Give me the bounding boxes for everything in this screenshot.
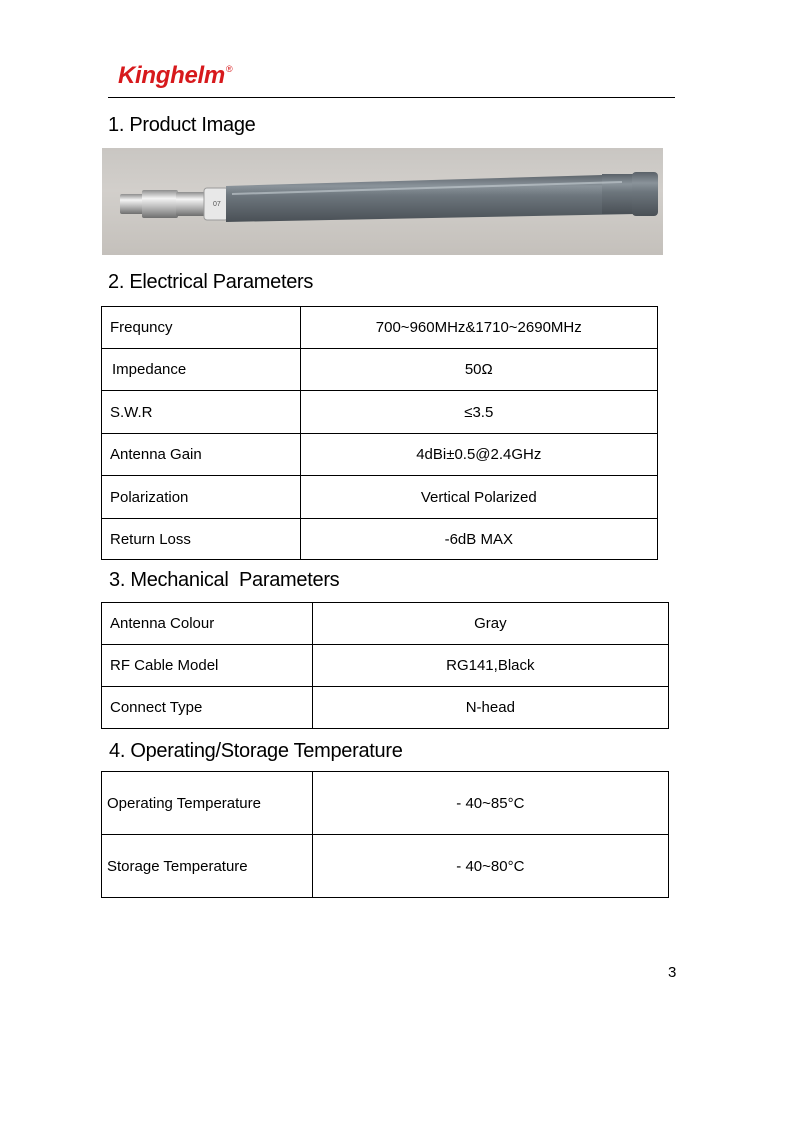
param-value: 4dBi±0.5@2.4GHz [300, 434, 657, 476]
table-row [102, 307, 658, 349]
param-value: 700~960MHz&1710~2690MHz [300, 307, 657, 349]
param-value: RG141,Black [312, 645, 668, 687]
param-label: S.W.R [102, 391, 301, 434]
table-row [102, 603, 669, 645]
param-label: RF Cable Model [102, 645, 313, 687]
section-title-product-image: 1. Product Image [108, 114, 256, 136]
param-value: - 40~80°C [312, 835, 668, 898]
table-row [102, 434, 658, 476]
page-number: 3 [668, 964, 677, 981]
registered-mark: ® [225, 64, 233, 74]
connector-mark: 07 [213, 201, 221, 208]
table-row [102, 687, 669, 729]
product-image [102, 148, 663, 255]
param-value: ≤3.5 [300, 391, 657, 434]
param-label: Antenna Gain [102, 434, 301, 476]
param-value: Vertical Polarized [300, 476, 657, 519]
antenna-drawing [120, 172, 658, 222]
table-row [102, 519, 658, 560]
param-value: Gray [312, 603, 668, 645]
table-row [102, 772, 669, 835]
brand-logo [118, 62, 231, 90]
brand-logo-text: Kinghelm [118, 62, 225, 89]
param-label: Connect Type [102, 687, 313, 729]
param-label: Frequncy [102, 307, 301, 349]
param-label: Return Loss [102, 519, 301, 560]
table-row [102, 349, 658, 391]
table-row [102, 476, 658, 519]
mechanical-parameters-table [101, 602, 669, 729]
param-label: Antenna Colour [102, 603, 313, 645]
param-value: - 40~85°C [312, 772, 668, 835]
temperature-table [101, 771, 669, 898]
param-label: Impedance [102, 349, 301, 391]
param-label: Operating Temperature [102, 772, 313, 835]
param-label: Polarization [102, 476, 301, 519]
section-title-electrical: 2. Electrical Parameters [108, 271, 314, 293]
section-title-mechanical: 3. Mechanical Parameters [109, 569, 340, 591]
electrical-parameters-table [101, 306, 658, 560]
table-row [102, 645, 669, 687]
table-row [102, 391, 658, 434]
table-row [102, 835, 669, 898]
param-value: -6dB MAX [300, 519, 657, 560]
section-title-temperature: 4. Operating/Storage Temperature [109, 740, 403, 762]
header-divider [108, 97, 675, 98]
param-label: Storage Temperature [102, 835, 313, 898]
param-value: N-head [312, 687, 668, 729]
param-value: 50Ω [300, 349, 657, 391]
